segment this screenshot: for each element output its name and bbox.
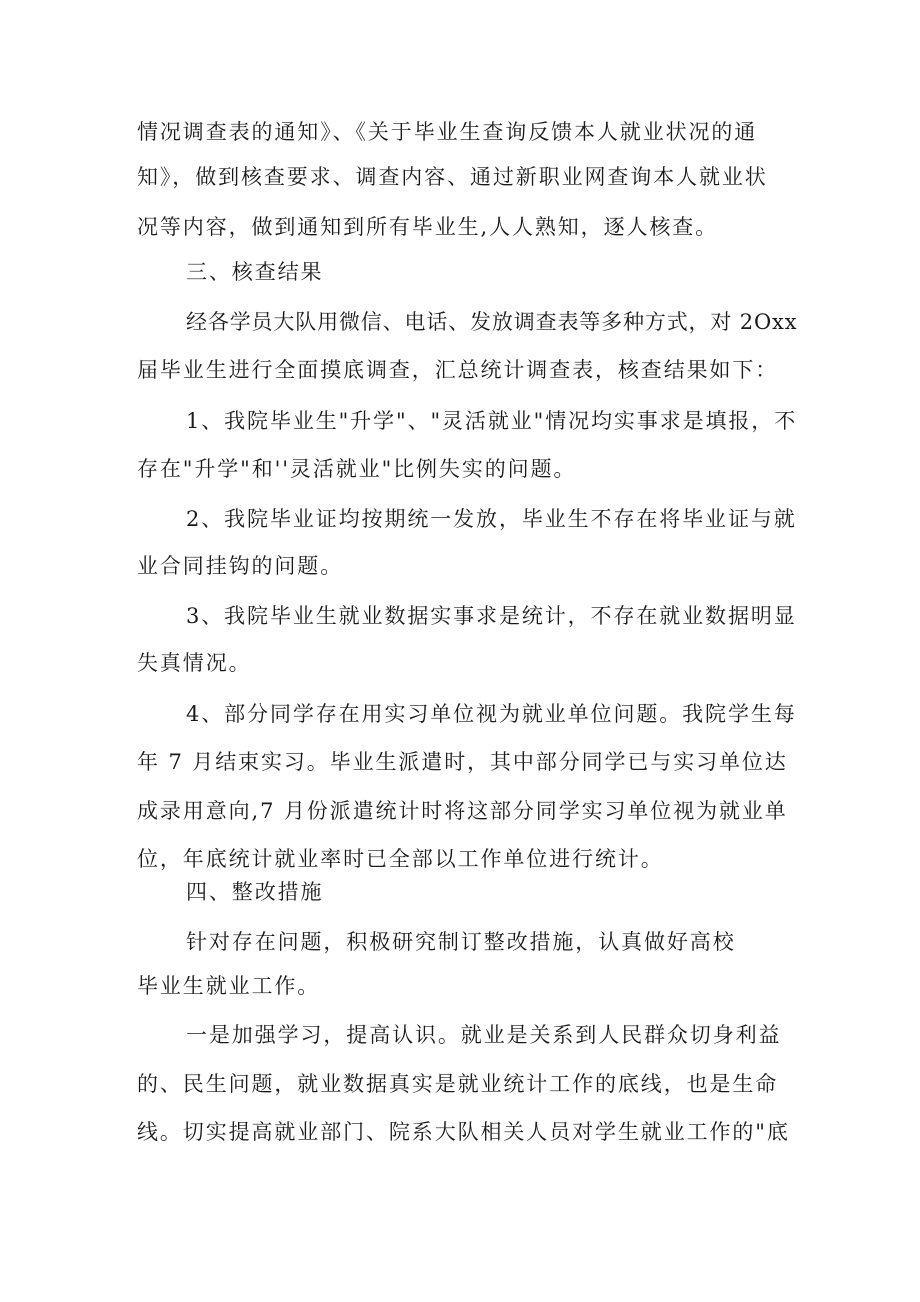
list-item-line: 存在"升学"和''灵活就业"比例失实的问题。 [137,457,577,481]
paragraph-line: 线。切实提高就业部门、院系大队相关人员对学生就业工作的"底 [137,1120,790,1144]
paragraph-line: 一是加强学习，提高认识。就业是关系到人民群众切身利益 [186,1023,782,1047]
section-heading: 四、整改措施 [186,880,324,904]
list-item-line: 3、我院毕业生就业数据实事求是统计，不存在就业数据明显 [186,604,797,628]
paragraph-line: 毕业生就业工作。 [137,974,321,998]
list-item-line: 年 7 月结束实习。毕业生派遣时，其中部分同学已与实习单位达 [137,750,788,774]
paragraph-line: 经各学员大队用微信、电话、发放调查表等多种方式，对 2Oxx [186,310,798,334]
section-heading: 三、核查结果 [186,260,324,284]
list-item-line: 2、我院毕业证均按期统一发放，毕业生不存在将毕业证与就 [186,507,797,531]
list-item-line: 位，年底统计就业率时已全部以工作单位进行统计。 [137,847,664,871]
paragraph-line: 知》，做到核查要求、调查内容、通过新职业网查询本人就业状 [137,165,768,189]
list-item-line: 业合同挂钩的问题。 [137,554,344,578]
paragraph-line: 的、民生问题，就业数据真实是就业统计工作的底线，也是生命 [137,1072,779,1096]
paragraph-line: 况等内容，做到通知到所有毕业生,人人熟知，逐人核查。 [137,215,719,239]
paragraph-line: 针对存在问题，积极研究制订整改措施，认真做好高校 [186,930,736,954]
list-item-line: 成录用意向,7 月份派遣统计时将这部分同学实习单位视为就业单 [137,799,788,823]
list-item-line: 1、我院毕业生"升学"、"灵活就业"情况均实事求是填报，不 [186,409,798,433]
paragraph-line: 届毕业生进行全面摸底调查，汇总统计调查表，核查结果如下： [137,358,779,382]
list-item-line: 失真情况。 [137,651,252,675]
paragraph-line: 情况调查表的通知》、《关于毕业生查询反馈本人就业状况的通 [137,120,758,144]
list-item-line: 4、部分同学存在用实习单位视为就业单位问题。我院学生每 [186,702,797,726]
